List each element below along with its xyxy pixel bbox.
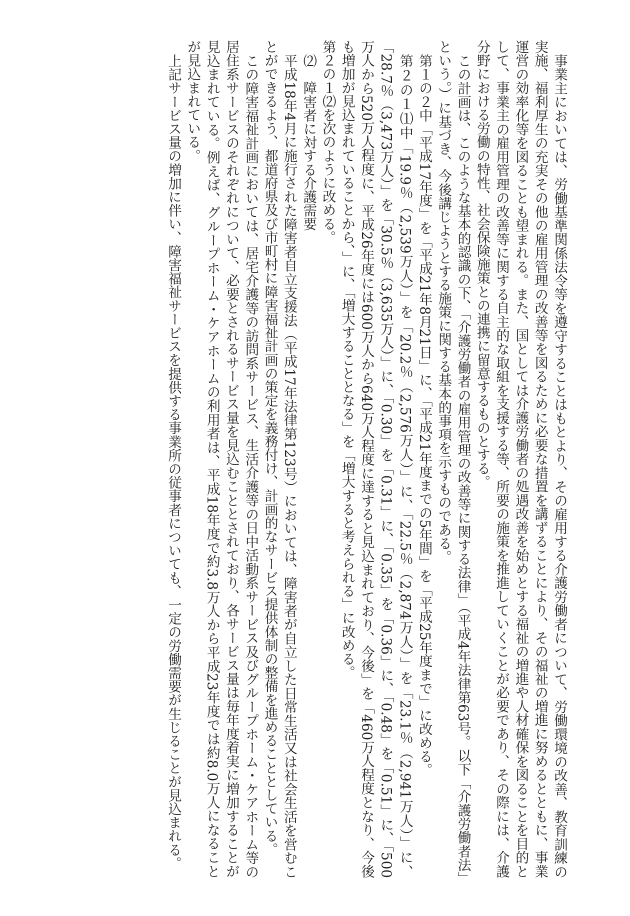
paragraph: 第２の１⑵を次のように改める。	[319, 40, 336, 244]
paragraph: 上記サービス量の増加に伴い、障害福祉サービスを提供する事業所の従事者についても、一定の労働需要が生じることが見込まれる。	[165, 53, 182, 870]
paragraph: 第２の１⑴中「19.9％（2,539万人）」を「20.2％（2,576万人）」に、「22.5％（2,874万人）」を「23.1％（2,941万人）」に、「28.7％（3,473万人）」を「30.5％（3,635万人）」に、「0.30」を「0.31」に、「0.35」を「0.36」に、「0.48」を「0.51」に、「500万人から520万人程度に、平成26年度には600万人から640万人程度に達すると見込まれており、今後」を「460万人程度となり、今後も増加が見込まれていることから、」に、「増大することとなる」を「増大すると考えられる」に改める。	[338, 40, 413, 878]
paragraph: 第１の２中「平成17年度」を「平成21年8月21日」に、「平成21年度までの5年間」を「平成25年度まで」に改める。	[415, 53, 432, 777]
paragraph: 事業主においては、労働基準関係法令等を遵守することはもとより、その雇用する介護労働者について、労働環境の改善、教育訓練の実施、福利厚生の充実その他の雇用管理の改善等を図るために必要な措置を講ずることにより、その福祉の増進に努めるとともに、事業運営の効率化等を図ることも望まれる。また、国としては介護労働者の処遇改善を始めとする福祉の増進や人材確保を図ることを目的として、事業主の雇用管理の改善等に関する自主的な取組を支援する等、所要の施策を推進していくことが必要であり、その際には、介護分野における労働の特性、社会保険施策との連携に留意するものとする。	[473, 40, 567, 878]
paragraph: この障害福祉計画においては、居宅介護等の訪問系サービス、生活介護等の日中活動系サービス及びグループホーム・ケアホーム等の居住系サービスのそれぞれについて、必要とされるサービス量を見込むこととされており、各サービス量は毎年度着実に増加することが見込まれている。例えば、グループホーム・ケアホームの利用者は、平成18年度で約3.8万人から平成23年度では約8.0万人になることが見込まれている。	[184, 40, 259, 878]
vertical-text-body	[62, 40, 568, 878]
paragraph: 平成18年4月に施行された障害者自立支援法（平成17年法律第123号）においては、障害者が自立した日常生活又は社会生活を営むことができるよう、都道府県及び市町村に障害福祉計画の策定を義務付け、計画的なサービス提供体制の整備を進めることとしている。	[261, 40, 297, 878]
paragraph: この計画は、このような基本的認識の下、「介護労働者の雇用管理の改善等に関する法律」（平成4年法律第63号。以下「介護労働者法」という。）に基づき、今後講じようとする施策に関する基本的事項を示すものである。	[435, 40, 471, 878]
section-heading: ⑵ 障害者に対する介護需要	[300, 53, 317, 231]
